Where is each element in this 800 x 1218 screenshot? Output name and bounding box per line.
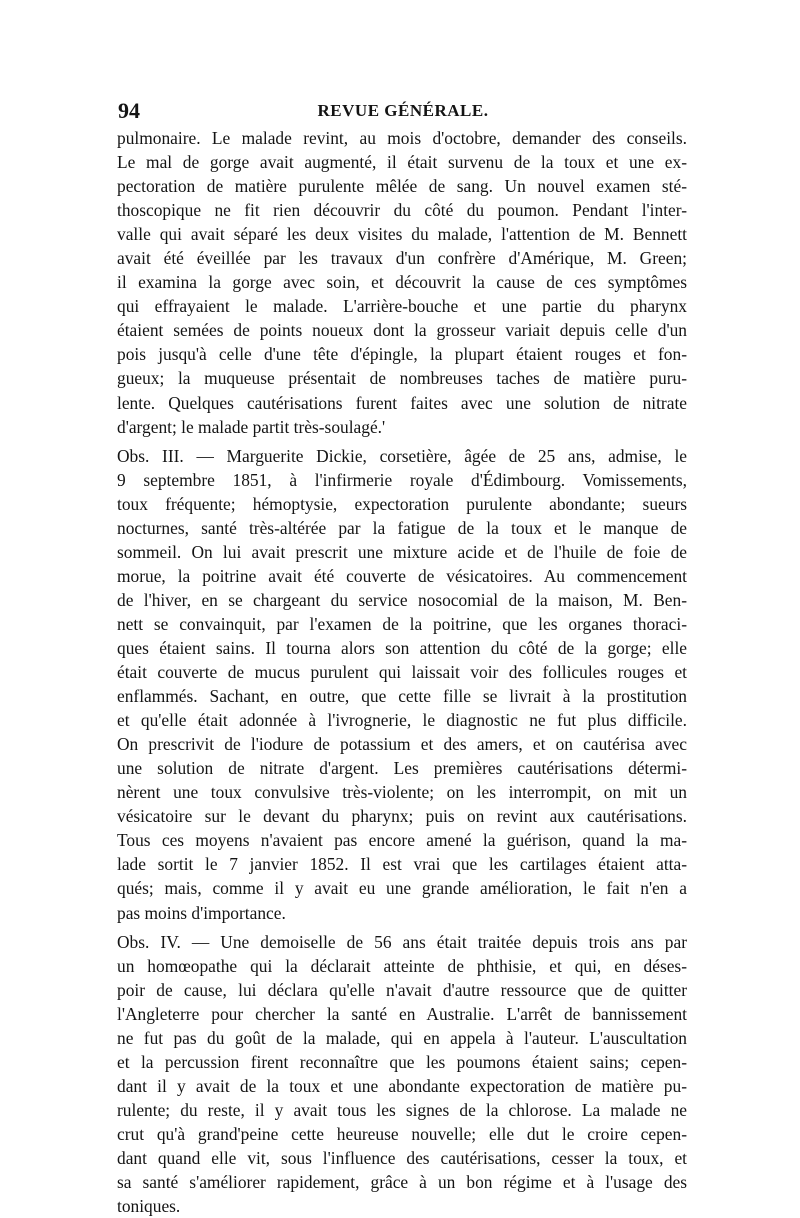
text-line: thoscopique ne fit rien découvrir du côté du poumon. Pendant l'inter- (117, 200, 687, 221)
text-line: avait été éveillée par les travaux d'un confrère d'Amérique, M. Green; (117, 248, 687, 269)
paragraph (117, 444, 687, 925)
text-line: lente. Quelques cautérisations furent faites avec une solution de nitrate (117, 392, 687, 413)
text-line: gueux; la muqueuse présentait de nombreuses taches de matière puru- (117, 368, 687, 389)
body-text (117, 126, 687, 1218)
text-line: dant il y avait de la toux et une abondante expectoration de matière pu- (117, 1075, 687, 1096)
text-line: pas moins d'importance. (117, 902, 286, 923)
text-line: crut qu'à grand'peine cette heureuse nouvelle; elle dut le croire cepen- (117, 1123, 687, 1144)
text-line: sa santé s'améliorer rapidement, grâce à un bon régime et à l'usage des (117, 1172, 687, 1193)
text-line: On prescrivit de l'iodure de potassium et des amers, et on cautérisa avec (117, 734, 687, 755)
paragraph (117, 126, 687, 439)
text-line: de l'hiver, en se chargeant du service nosocomial de la maison, M. Ben- (117, 589, 687, 610)
text-line: 9 septembre 1851, à l'infirmerie royale d'Édimbourg. Vomissements, (117, 469, 687, 490)
text-line: morue, la poitrine avait été couverte de vésicatoires. Au commencement (117, 565, 687, 586)
text-line: nocturnes, santé très-altérée par la fatigue de la toux et le manque de (117, 517, 687, 538)
text-line: et qu'elle était adonnée à l'ivrognerie, le diagnostic ne fut plus difficile. (117, 710, 687, 731)
text-line: sommeil. On lui avait prescrit une mixture acide et de l'huile de foie de (117, 541, 687, 562)
text-line: pois jusqu'à celle d'une tête d'épingle, la plupart étaient rouges et fon- (117, 344, 687, 365)
text-line: une solution de nitrate d'argent. Les premières cautérisations détermi- (117, 758, 687, 779)
text-line: toniques. (117, 1196, 181, 1217)
text-line: l'Angleterre pour chercher la santé en Australie. L'arrêt de bannissement (117, 1003, 687, 1024)
text-line: Obs. IV. — Une demoiselle de 56 ans était traitée depuis trois ans par (117, 931, 687, 952)
text-line: lade sortit le 7 janvier 1852. Il est vrai que les cartilages étaient atta- (117, 854, 687, 875)
text-line: vésicatoire sur le devant du pharynx; puis on revint aux cautérisations. (117, 806, 687, 827)
text-line: ques étaient sains. Il tourna alors son attention du côté de la gorge; elle (117, 637, 687, 658)
text-line: rulente; du reste, il y avait tous les signes de la chlorose. La malade ne (117, 1099, 687, 1120)
text-line: étaient semées de points noueux dont la grosseur variait depuis celle d'un (117, 320, 687, 341)
text-line: pectoration de matière purulente mêlée de sang. Un nouvel examen sté- (117, 176, 687, 197)
text-line: pulmonaire. Le malade revint, au mois d'octobre, demander des conseils. (117, 128, 687, 148)
text-line: était couverte de mucus purulent qui laissait voir des follicules rouges et (117, 662, 687, 683)
text-line: qués; mais, comme il y avait eu une grande amélioration, le fait n'en a (117, 878, 687, 899)
text-line: Obs. III. — Marguerite Dickie, corsetière, âgée de 25 ans, admise, le (117, 445, 687, 466)
text-line: Tous ces moyens n'avaient pas encore amené la guérison, quand la ma- (117, 830, 687, 851)
text-line: poir de cause, lui déclara qu'elle n'avait d'autre ressource que de quitter (117, 979, 687, 1000)
text-line: nett se convainquit, par l'examen de la poitrine, que les organes thoraci- (117, 613, 687, 634)
text-line: toux fréquente; hémoptysie, expectoration purulente abondante; sueurs (117, 493, 687, 514)
page-number: 94 (118, 98, 140, 123)
text-line: un homœopathe qui la déclarait atteinte de phthisie, et qui, en déses- (117, 955, 687, 976)
running-title: REVUE GÉNÉRALE. (317, 101, 489, 120)
text-line: ne fut pas du goût de la malade, qui en appela à l'auteur. L'auscultation (117, 1027, 687, 1048)
text-line: valle qui avait séparé les deux visites du malade, l'attention de M. Bennett (117, 224, 687, 245)
paragraph (117, 930, 687, 1218)
text-line: nèrent une toux convulsive très-violente; on les interrompit, on mit un (117, 782, 687, 803)
text-line: et la percussion firent reconnaître que les poumons étaient sains; cepen- (117, 1051, 687, 1072)
text-line: dant quand elle vit, sous l'influence des cautérisations, cesser la toux, et (117, 1147, 687, 1168)
text-line: il examina la gorge avec soin, et découvrit la cause de ces symptômes (117, 272, 687, 293)
text-line: d'argent; le malade partit très-soulagé.' (117, 416, 386, 437)
text-line: qui effrayaient le malade. L'arrière-bouche et une partie du pharynx (117, 296, 687, 317)
running-head (118, 98, 688, 124)
text-line: enflammés. Sachant, en outre, que cette fille se livrait à la prostitution (117, 686, 687, 707)
text-line: Le mal de gorge avait augmenté, il était survenu de la toux et une ex- (117, 152, 687, 173)
